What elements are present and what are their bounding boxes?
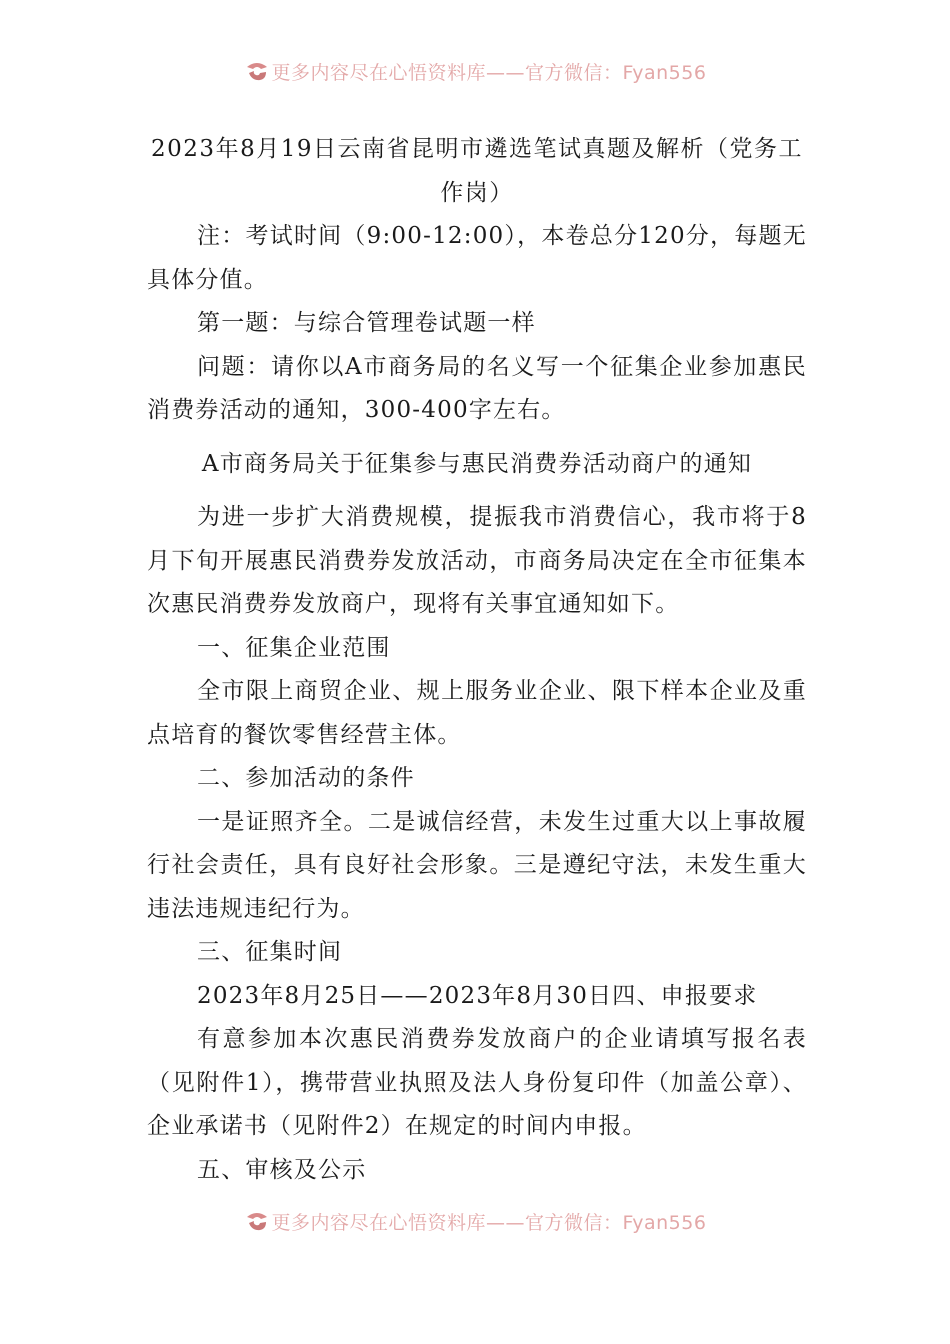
watermark-text: 更多内容尽在心悟资料库——官方微信：Fyan556 [271,62,707,84]
notice-title: A市商务局关于征集参与惠民消费券活动商户的通知 [201,450,753,477]
section-4-body: 有意参加本次惠民消费券发放商户的企业请填写报名表（见附件1），携带营业执照及法人身份复印件（加盖公章）、企业承诺书（见附件2）在规定的时间内申报。 [147,1026,807,1139]
watermark-text: 更多内容尽在心悟资料库——官方微信：Fyan556 [271,1212,707,1234]
section-1-body: 全市限上商贸企业、规上服务业企业、限下样本企业及重点培育的餐饮零售经营主体。 [147,678,807,748]
notice-intro: 为进一步扩大消费规模，提振我市消费信心，我市将于8月下旬开展惠民消费券发放活动，市商务局决定在全市征集本次惠民消费券发放商户，现将有关事宜通知如下。 [147,504,807,617]
watermark-header [0,58,950,85]
section-2-heading: 二、参加活动的条件 [197,765,415,791]
document-body [147,128,807,1192]
section-2-body: 一是证照齐全。二是诚信经营，未发生过重大以上事故履行社会责任，具有良好社会形象。三是遵纪守法，未发生重大违法违规违纪行为。 [147,808,807,922]
section-5-heading: 五、审核及公示 [197,1156,367,1183]
section-3-heading: 三、征集时间 [197,939,343,965]
exam-note: 注：考试时间（9:00-12:00），本卷总分120分，每题无具体分值。 [147,223,807,293]
question-text: 问题：请你以A市商务局的名义写一个征集企业参加惠民消费券活动的通知，300-400字左右。 [147,353,807,423]
logo-icon [244,1211,270,1233]
question-1-label: 第一题：与综合管理卷试题一样 [197,310,536,336]
section-1-heading: 一、征集企业范围 [197,634,391,661]
document-title: 2023年8月19日云南省昆明市遴选笔试真题及解析（党务工作岗） [151,136,803,206]
section-3-body: 2023年8月25日——2023年8月30日四、申报要求 [197,982,758,1009]
logo-icon [244,61,270,83]
watermark-footer [0,1208,950,1235]
